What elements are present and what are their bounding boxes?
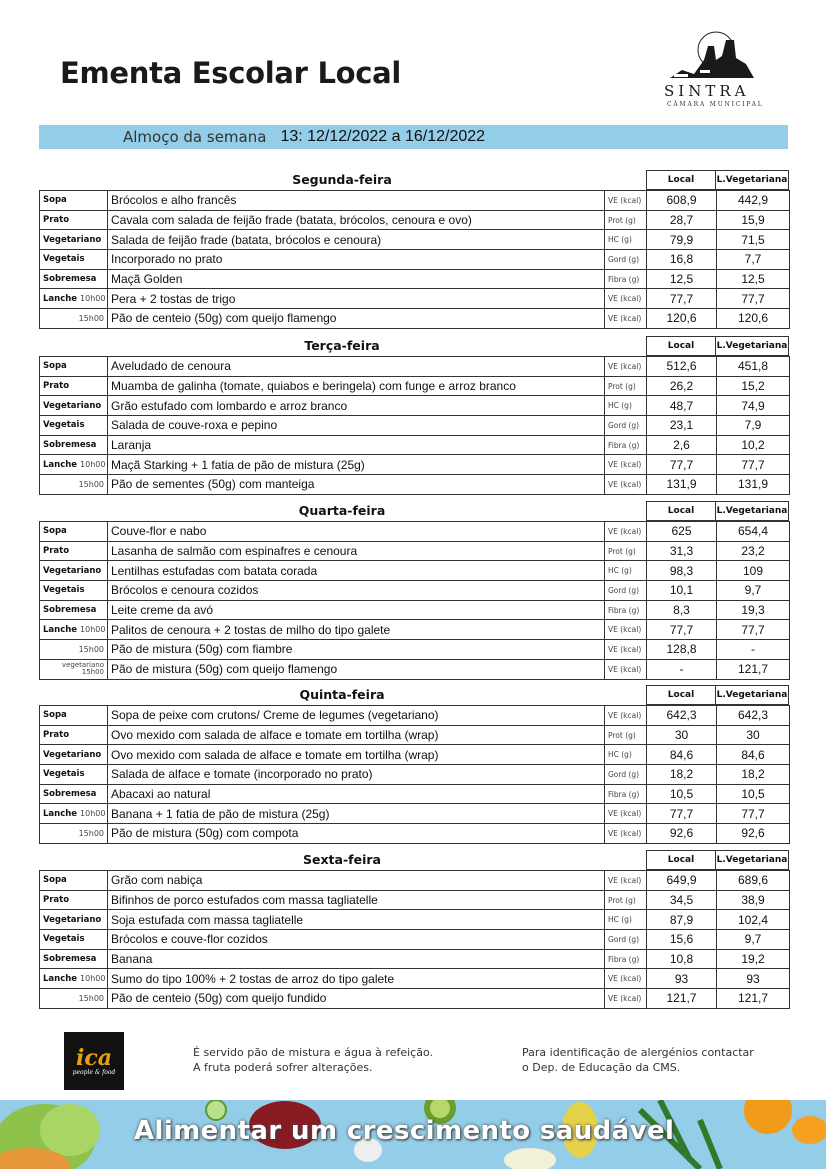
local-value: 15,6 — [647, 930, 717, 950]
dish-name: Palitos de cenoura + 2 tostas de milho do tipo galete — [108, 620, 605, 640]
local-value: 84,6 — [647, 745, 717, 765]
row-category: Vegetariano — [40, 561, 108, 581]
dish-name: Aveludado de cenoura — [108, 357, 605, 377]
nutrient-label: VE (kcal) — [605, 309, 647, 329]
row-category — [40, 455, 108, 475]
dish-name: Banana — [108, 949, 605, 969]
row-category: Sobremesa — [40, 435, 108, 455]
table-row — [40, 620, 790, 640]
local-value: 87,9 — [647, 910, 717, 930]
local-value: 512,6 — [647, 357, 717, 377]
local-value: 48,7 — [647, 396, 717, 416]
vegetarian-value: 77,7 — [717, 289, 790, 309]
nutrient-label: VE (kcal) — [605, 289, 647, 309]
table-row — [40, 989, 790, 1009]
dish-name: Pão de centeio (50g) com queijo flamengo — [108, 309, 605, 329]
nutrient-label: Gord (g) — [605, 930, 647, 950]
dish-name: Salada de feijão frade (batata, brócolos e cenoura) — [108, 230, 605, 250]
table-row — [40, 706, 790, 726]
snack-time: 10h00 — [80, 808, 106, 818]
local-value: 34,5 — [647, 890, 717, 910]
dish-name: Brócolos e cenoura cozidos — [108, 581, 605, 601]
column-header-local: Local — [646, 170, 716, 190]
column-header-vegetarian: L.Vegetariana — [715, 336, 789, 356]
day-name: Sexta-feira — [303, 852, 381, 867]
dish-name: Laranja — [108, 435, 605, 455]
local-value: 131,9 — [647, 475, 717, 495]
column-header-local: Local — [646, 685, 716, 705]
row-category — [40, 475, 108, 495]
day-section — [39, 336, 789, 495]
nutrient-label: VE (kcal) — [605, 522, 647, 542]
note-bread — [193, 1045, 433, 1075]
snack-time: vegetariano 15h00 — [61, 661, 104, 677]
table-row — [40, 640, 790, 660]
row-category: Sobremesa — [40, 949, 108, 969]
vegetarian-value: 121,7 — [717, 989, 790, 1009]
dish-name: Ovo mexido com salada de alface e tomate em tortilha (wrap) — [108, 725, 605, 745]
vegetarian-value: 7,9 — [717, 416, 790, 436]
vegetarian-value: 30 — [717, 725, 790, 745]
row-category: Sopa — [40, 191, 108, 211]
day-section — [39, 501, 789, 680]
table-row — [40, 930, 790, 950]
local-value: 16,8 — [647, 250, 717, 270]
vegetarian-value: 71,5 — [717, 230, 790, 250]
table-row — [40, 416, 790, 436]
nutrient-label: Prot (g) — [605, 725, 647, 745]
menu-table — [39, 190, 790, 329]
row-category: Prato — [40, 541, 108, 561]
table-row — [40, 561, 790, 581]
vegetarian-value: 74,9 — [717, 396, 790, 416]
nutrient-label: Gord (g) — [605, 416, 647, 436]
dish-name: Couve-flor e nabo — [108, 522, 605, 542]
dish-name: Salada de couve-roxa e pepino — [108, 416, 605, 436]
nutrient-label: HC (g) — [605, 910, 647, 930]
dish-name: Lentilhas estufadas com batata corada — [108, 561, 605, 581]
nutrient-label: VE (kcal) — [605, 640, 647, 660]
row-category — [40, 620, 108, 640]
local-value: 23,1 — [647, 416, 717, 436]
vegetarian-value: 77,7 — [717, 455, 790, 475]
table-row — [40, 910, 790, 930]
vegetarian-value: 109 — [717, 561, 790, 581]
nutrient-label: Prot (g) — [605, 890, 647, 910]
row-category: Vegetariano — [40, 745, 108, 765]
week-label: Almoço da semana — [123, 128, 267, 146]
vegetarian-value: 12,5 — [717, 269, 790, 289]
category-label: Lanche — [43, 808, 78, 819]
local-value: 28,7 — [647, 210, 717, 230]
vegetarian-value: 442,9 — [717, 191, 790, 211]
local-value: 77,7 — [647, 289, 717, 309]
table-row — [40, 522, 790, 542]
nutrient-label: Gord (g) — [605, 581, 647, 601]
table-row — [40, 396, 790, 416]
row-category: Prato — [40, 210, 108, 230]
table-row — [40, 659, 790, 679]
column-header-vegetarian: L.Vegetariana — [715, 501, 789, 521]
dish-name: Pera + 2 tostas de trigo — [108, 289, 605, 309]
menu-table — [39, 356, 790, 495]
dish-name: Leite creme da avó — [108, 600, 605, 620]
snack-time: 15h00 — [78, 828, 104, 838]
vegetarian-value: 642,3 — [717, 706, 790, 726]
row-category — [40, 969, 108, 989]
nutrient-label: VE (kcal) — [605, 989, 647, 1009]
vegetarian-value: 15,2 — [717, 376, 790, 396]
local-value: 30 — [647, 725, 717, 745]
snack-time: 15h00 — [78, 313, 104, 323]
day-section — [39, 850, 789, 1009]
dish-name: Salada de alface e tomate (incorporado no prato) — [108, 765, 605, 785]
vegetarian-value: 84,6 — [717, 745, 790, 765]
row-category: Vegetais — [40, 930, 108, 950]
table-row — [40, 784, 790, 804]
table-row — [40, 289, 790, 309]
snack-time: 10h00 — [80, 624, 106, 634]
menu-table — [39, 521, 790, 680]
vegetarian-value: 131,9 — [717, 475, 790, 495]
vegetarian-value: 102,4 — [717, 910, 790, 930]
table-row — [40, 455, 790, 475]
day-section — [39, 685, 789, 844]
nutrient-label: VE (kcal) — [605, 824, 647, 844]
vegetarian-value: 92,6 — [717, 824, 790, 844]
table-row — [40, 969, 790, 989]
note-line-3: Para identificação de alergénios contactar — [522, 1046, 754, 1059]
vegetarian-value: 23,2 — [717, 541, 790, 561]
dish-name: Incorporado no prato — [108, 250, 605, 270]
column-header-local: Local — [646, 336, 716, 356]
nutrient-label: VE (kcal) — [605, 620, 647, 640]
table-row — [40, 376, 790, 396]
local-value: 79,9 — [647, 230, 717, 250]
dish-name: Abacaxi ao natural — [108, 784, 605, 804]
ica-logo — [64, 1032, 124, 1090]
menu-table — [39, 705, 790, 844]
nutrient-label: Fibra (g) — [605, 269, 647, 289]
table-row — [40, 745, 790, 765]
row-category: Vegetais — [40, 416, 108, 436]
nutrient-label: VE (kcal) — [605, 804, 647, 824]
table-row — [40, 581, 790, 601]
table-row — [40, 269, 790, 289]
row-category: Vegetais — [40, 765, 108, 785]
local-value: 128,8 — [647, 640, 717, 660]
day-header — [39, 170, 789, 190]
local-value: 26,2 — [647, 376, 717, 396]
row-category — [40, 309, 108, 329]
week-bar — [39, 125, 788, 149]
dish-name: Maçã Golden — [108, 269, 605, 289]
local-value: 12,5 — [647, 269, 717, 289]
row-category: Vegetariano — [40, 910, 108, 930]
local-value: 642,3 — [647, 706, 717, 726]
dish-name: Grão estufado com lombardo e arroz branco — [108, 396, 605, 416]
vegetarian-value: 10,5 — [717, 784, 790, 804]
vegetarian-value: 19,3 — [717, 600, 790, 620]
dish-name: Muamba de galinha (tomate, quiabos e beringela) com funge e arroz branco — [108, 376, 605, 396]
vegetarian-value: 77,7 — [717, 620, 790, 640]
local-value: 120,6 — [647, 309, 717, 329]
nutrient-label: VE (kcal) — [605, 706, 647, 726]
nutrient-label: VE (kcal) — [605, 969, 647, 989]
table-row — [40, 824, 790, 844]
table-row — [40, 191, 790, 211]
note-line-4: o Dep. de Educação da CMS. — [522, 1061, 681, 1074]
local-value: 77,7 — [647, 620, 717, 640]
row-category: Sopa — [40, 706, 108, 726]
nutrient-label: HC (g) — [605, 561, 647, 581]
day-name: Quarta-feira — [298, 503, 386, 518]
vegetarian-value: 77,7 — [717, 804, 790, 824]
local-value: 31,3 — [647, 541, 717, 561]
snack-time: 15h00 — [78, 993, 104, 1003]
nutrient-label: HC (g) — [605, 396, 647, 416]
local-value: 10,5 — [647, 784, 717, 804]
vegetarian-value: 451,8 — [717, 357, 790, 377]
nutrient-label: VE (kcal) — [605, 455, 647, 475]
row-category: Sobremesa — [40, 269, 108, 289]
day-header — [39, 336, 789, 356]
local-value: 10,8 — [647, 949, 717, 969]
note-line-2: A fruta poderá sofrer alterações. — [193, 1061, 373, 1074]
row-category: Prato — [40, 725, 108, 745]
note-line-1: É servido pão de mistura e água à refeição. — [193, 1046, 433, 1059]
row-category: Sopa — [40, 522, 108, 542]
local-value: 10,1 — [647, 581, 717, 601]
row-category — [40, 989, 108, 1009]
vegetarian-value: 120,6 — [717, 309, 790, 329]
nutrient-label: Prot (g) — [605, 210, 647, 230]
row-category: Vegetais — [40, 250, 108, 270]
local-value: 2,6 — [647, 435, 717, 455]
nutrient-label: Prot (g) — [605, 376, 647, 396]
dish-name: Lasanha de salmão com espinafres e cenoura — [108, 541, 605, 561]
logo-subtitle: CÂMARA MUNICIPAL — [667, 101, 764, 108]
nutrient-label: VE (kcal) — [605, 659, 647, 679]
day-header — [39, 501, 789, 521]
menu-table — [39, 870, 790, 1009]
local-value: 625 — [647, 522, 717, 542]
table-row — [40, 871, 790, 891]
local-value: 77,7 — [647, 455, 717, 475]
column-header-vegetarian: L.Vegetariana — [715, 850, 789, 870]
snack-time: 10h00 — [80, 293, 106, 303]
local-value: 98,3 — [647, 561, 717, 581]
nutrient-label: VE (kcal) — [605, 191, 647, 211]
table-row — [40, 435, 790, 455]
nutrient-label: Fibra (g) — [605, 600, 647, 620]
dish-name: Pão de mistura (50g) com queijo flamengo — [108, 659, 605, 679]
day-header — [39, 685, 789, 705]
snack-time: 15h00 — [78, 479, 104, 489]
brand-subtitle: people & food — [72, 1068, 116, 1076]
column-header-local: Local — [646, 850, 716, 870]
dish-name: Pão de centeio (50g) com queijo fundido — [108, 989, 605, 1009]
table-row — [40, 475, 790, 495]
banner-slogan: Alimentar um crescimento saudável — [134, 1116, 675, 1146]
dish-name: Sumo do tipo 100% + 2 tostas de arroz do tipo galete — [108, 969, 605, 989]
row-category — [40, 824, 108, 844]
dish-name: Bifinhos de porco estufados com massa tagliatelle — [108, 890, 605, 910]
table-row — [40, 949, 790, 969]
column-header-local: Local — [646, 501, 716, 521]
logo-word: SINTRA — [664, 82, 750, 100]
nutrient-label: HC (g) — [605, 745, 647, 765]
row-category: Sopa — [40, 871, 108, 891]
day-header — [39, 850, 789, 870]
vegetarian-value: 689,6 — [717, 871, 790, 891]
local-value: - — [647, 659, 717, 679]
dish-name: Grão com nabiça — [108, 871, 605, 891]
local-value: 8,3 — [647, 600, 717, 620]
day-name: Segunda-feira — [292, 172, 392, 187]
dish-name: Ovo mexido com salada de alface e tomate em tortilha (wrap) — [108, 745, 605, 765]
vegetarian-value: 121,7 — [717, 659, 790, 679]
row-category: Vegetariano — [40, 230, 108, 250]
table-row — [40, 541, 790, 561]
row-category: Sobremesa — [40, 784, 108, 804]
dish-name: Sopa de peixe com crutons/ Creme de legumes (vegetariano) — [108, 706, 605, 726]
table-row — [40, 210, 790, 230]
table-row — [40, 250, 790, 270]
vegetarian-value: 18,2 — [717, 765, 790, 785]
nutrient-label: Fibra (g) — [605, 949, 647, 969]
day-section — [39, 170, 789, 329]
snack-time: 10h00 — [80, 459, 106, 469]
column-header-vegetarian: L.Vegetariana — [715, 685, 789, 705]
vegetarian-value: 9,7 — [717, 581, 790, 601]
local-value: 608,9 — [647, 191, 717, 211]
table-row — [40, 230, 790, 250]
vegetarian-value: 19,2 — [717, 949, 790, 969]
table-row — [40, 309, 790, 329]
page-title: Ementa Escolar Local — [60, 56, 402, 90]
table-row — [40, 804, 790, 824]
column-header-vegetarian: L.Vegetariana — [715, 170, 789, 190]
local-value: 121,7 — [647, 989, 717, 1009]
vegetarian-value: - — [717, 640, 790, 660]
dish-name: Brócolos e alho francês — [108, 191, 605, 211]
category-label: Lanche — [43, 293, 78, 304]
category-label: Lanche — [43, 973, 78, 984]
vegetarian-value: 93 — [717, 969, 790, 989]
row-category: Prato — [40, 376, 108, 396]
dish-name: Brócolos e couve-flor cozidos — [108, 930, 605, 950]
vegetarian-value: 38,9 — [717, 890, 790, 910]
nutrient-label: VE (kcal) — [605, 475, 647, 495]
row-category: Prato — [40, 890, 108, 910]
nutrient-label: Gord (g) — [605, 250, 647, 270]
brand-name: ica — [75, 1044, 112, 1071]
dish-name: Maçã Starking + 1 fatia de pão de mistura (25g) — [108, 455, 605, 475]
category-label: Lanche — [43, 459, 78, 470]
nutrient-label: VE (kcal) — [605, 871, 647, 891]
row-category: Vegetariano — [40, 396, 108, 416]
row-category: Sobremesa — [40, 600, 108, 620]
table-row — [40, 890, 790, 910]
row-category — [40, 289, 108, 309]
table-row — [40, 357, 790, 377]
vegetarian-value: 9,7 — [717, 930, 790, 950]
dish-name: Soja estufada com massa tagliatelle — [108, 910, 605, 930]
row-category: Vegetais — [40, 581, 108, 601]
week-value: 13: 12/12/2022 a 16/12/2022 — [280, 128, 486, 145]
day-name: Terça-feira — [304, 338, 380, 353]
local-value: 92,6 — [647, 824, 717, 844]
local-value: 77,7 — [647, 804, 717, 824]
table-row — [40, 600, 790, 620]
snack-time: 10h00 — [80, 973, 106, 983]
nutrient-label: VE (kcal) — [605, 357, 647, 377]
dish-name: Pão de mistura (50g) com fiambre — [108, 640, 605, 660]
vegetarian-value: 654,4 — [717, 522, 790, 542]
nutrient-label: Fibra (g) — [605, 435, 647, 455]
row-category: Sopa — [40, 357, 108, 377]
dish-name: Pão de mistura (50g) com compota — [108, 824, 605, 844]
row-category — [40, 804, 108, 824]
dish-name: Pão de sementes (50g) com manteiga — [108, 475, 605, 495]
vegetarian-value: 7,7 — [717, 250, 790, 270]
day-name: Quinta-feira — [299, 687, 385, 702]
local-value: 18,2 — [647, 765, 717, 785]
local-value: 649,9 — [647, 871, 717, 891]
vegetarian-value: 10,2 — [717, 435, 790, 455]
row-category — [40, 640, 108, 660]
vegetarian-value: 15,9 — [717, 210, 790, 230]
nutrient-label: Fibra (g) — [605, 784, 647, 804]
local-value: 93 — [647, 969, 717, 989]
table-row — [40, 765, 790, 785]
category-label: Lanche — [43, 624, 78, 635]
nutrient-label: Prot (g) — [605, 541, 647, 561]
note-allergens — [522, 1045, 754, 1075]
nutrient-label: HC (g) — [605, 230, 647, 250]
dish-name: Cavala com salada de feijão frade (batata, brócolos, cenoura e ovo) — [108, 210, 605, 230]
nutrient-label: Gord (g) — [605, 765, 647, 785]
table-row — [40, 725, 790, 745]
dish-name: Banana + 1 fatia de pão de mistura (25g) — [108, 804, 605, 824]
row-category — [40, 659, 108, 679]
snack-time: 15h00 — [78, 644, 104, 654]
